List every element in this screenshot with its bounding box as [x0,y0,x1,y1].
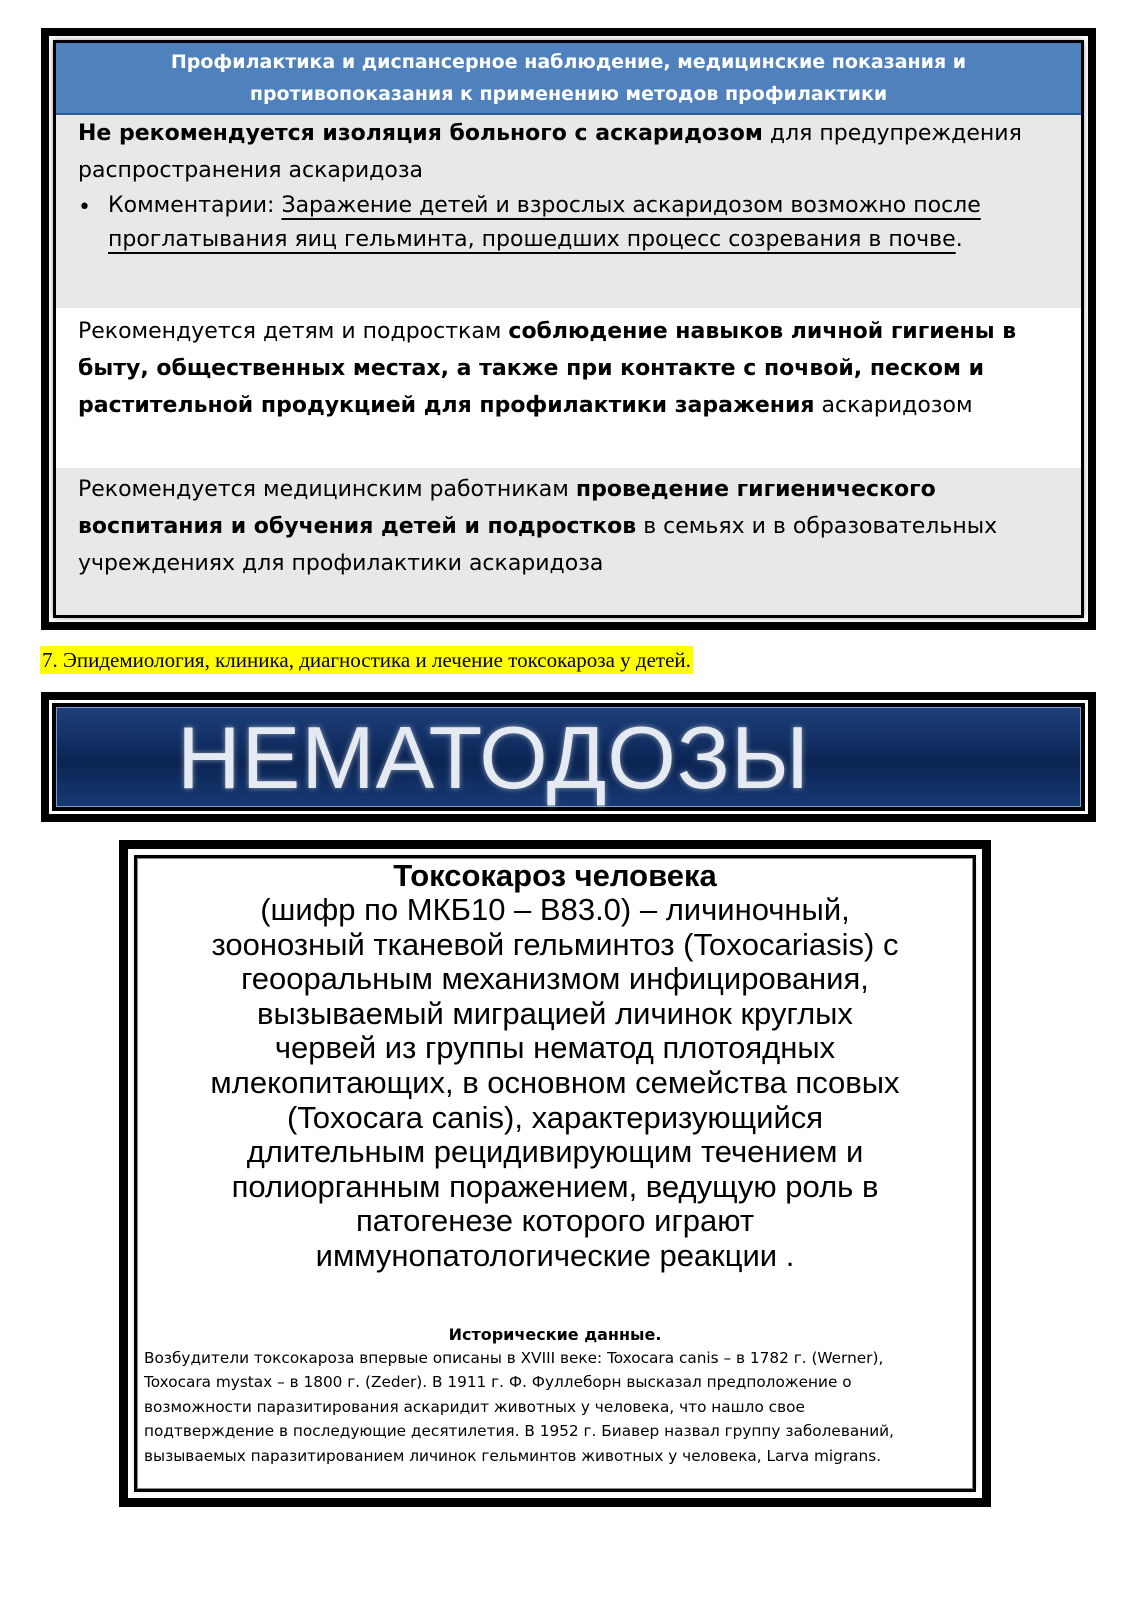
comment-bullet [78,189,1067,257]
rec2-line-1 [78,313,1067,350]
toxocariasis-slide [119,840,991,1507]
prevention-slide [41,28,1096,630]
rec3-line-3: учреждениях для профилактики аскаридоза [78,551,604,576]
prevention-table [54,41,1083,617]
rec2-line-2 [78,350,1067,387]
history-line: Возбудители токсокароза впервые описаны в XVIII веке: Toxocara canis – в 1782 г. (Werner), [144,1348,884,1367]
rec1-line-1 [78,115,1067,152]
rec3-normal-2: в семьях и в образовательных [636,514,998,539]
rec3-normal-start: Рекомендуется медицинским работникам [78,477,576,502]
comment-line-2: проглатывания яиц гельминта, прошедших процесс созревания в почве [108,227,956,252]
definition-line: геооральным механизмом инфицирования, [241,961,869,997]
history-title: Исторические данные. [448,1324,662,1344]
section-heading: 7. Эпидемиология, клиника, диагностика и лечение токсокароза у детей. [42,648,691,672]
comment-end: . [955,227,963,252]
rec2-bold-3: растительной продукцией для профилактики заражения [78,393,815,418]
rec1-bold: Не рекомендуется изоляция больного с аскаридозом [78,121,763,146]
definition-line: вызываемый миграцией личинок круглых [257,995,853,1031]
banner-plate [56,707,1081,807]
comment-line-1: Заражение детей и взрослых аскаридозом возможно после [281,193,981,218]
definition-line: (Toxocara canis), характеризующийся [286,1099,824,1135]
prevention-table-header [56,43,1081,115]
banner-frame [49,700,1088,814]
definition-line: червей из группы нематод плотоядных [274,1030,836,1066]
toxocariasis-slide-frame [128,849,982,1498]
definition-line: патогенезе которого играют [355,1203,755,1239]
comment-text [108,189,1067,257]
history-body [138,1346,972,1469]
definition-title: Токсокароз человека [393,858,717,893]
definition-line: полиорганным поражением, ведущую роль в [231,1168,879,1204]
rec3-bold-2: воспитания и обучения детей и подростков [78,514,637,539]
history-line: Toxocara mystax – в 1800 г. (Zeder). В 1911 г. Ф. Фуллеборн высказал предположение о [144,1373,852,1392]
definition-body [138,893,972,1274]
bullet-icon: • [78,195,91,220]
definition-line: (шифр по МКБ10 – В83.0) – личиночный, [260,892,850,927]
rec1-line-2: распространения аскаридоза [78,158,423,183]
definition-line: иммунопатологические реакции . [315,1237,795,1273]
rec3-line-1 [78,471,1067,508]
recommendation-row-hygiene [56,308,1081,468]
history-line: подтверждение в последующие десятилетия. В 1952 г. Биавер назвал группу заболеваний, [144,1422,894,1441]
recommendation-row-isolation [56,115,1081,308]
rec2-bold-2: быту, общественных местах, а также при контакте с почвой, песком и [78,356,985,381]
nematodes-banner [41,692,1096,822]
comment-prefix: Комментарии: [108,193,282,218]
definition-line: млекопитающих, в основном семейства псовых [210,1064,900,1100]
header-line-2: противопоказания к применению методов профилактики [249,83,888,105]
recommendation-row-education [56,468,1081,615]
rec2-bold-1: соблюдение навыков личной гигиены в [508,319,1017,344]
definition-line: зоонозный тканевой гельминтоз (Toxocariasis) с [211,926,899,962]
rec2-line-3 [78,387,1067,424]
rec1-normal-1: для предупреждения [762,121,1022,146]
rec2-normal-start: Рекомендуется детям и подросткам [78,319,509,344]
definition-line: длительным рецидивирующим течением и [246,1134,864,1170]
rec3-line-2 [78,508,1067,545]
prevention-slide-frame [49,36,1088,622]
header-line-1: Профилактика и диспансерное наблюдение, медицинские показания и [170,51,967,73]
history-line: возможности паразитирования аскаридит животных у человека, что нашло свое [144,1397,805,1416]
history-line: вызываемых паразитированием личинок гельминтов животных у человека, Larva migrans. [144,1446,882,1465]
rec3-bold-1: проведение гигиенического [575,477,936,502]
toxocariasis-content [137,858,973,1489]
rec2-normal-end: аскаридозом [814,393,973,418]
banner-title: НЕМАТОДОЗЫ [177,708,810,807]
